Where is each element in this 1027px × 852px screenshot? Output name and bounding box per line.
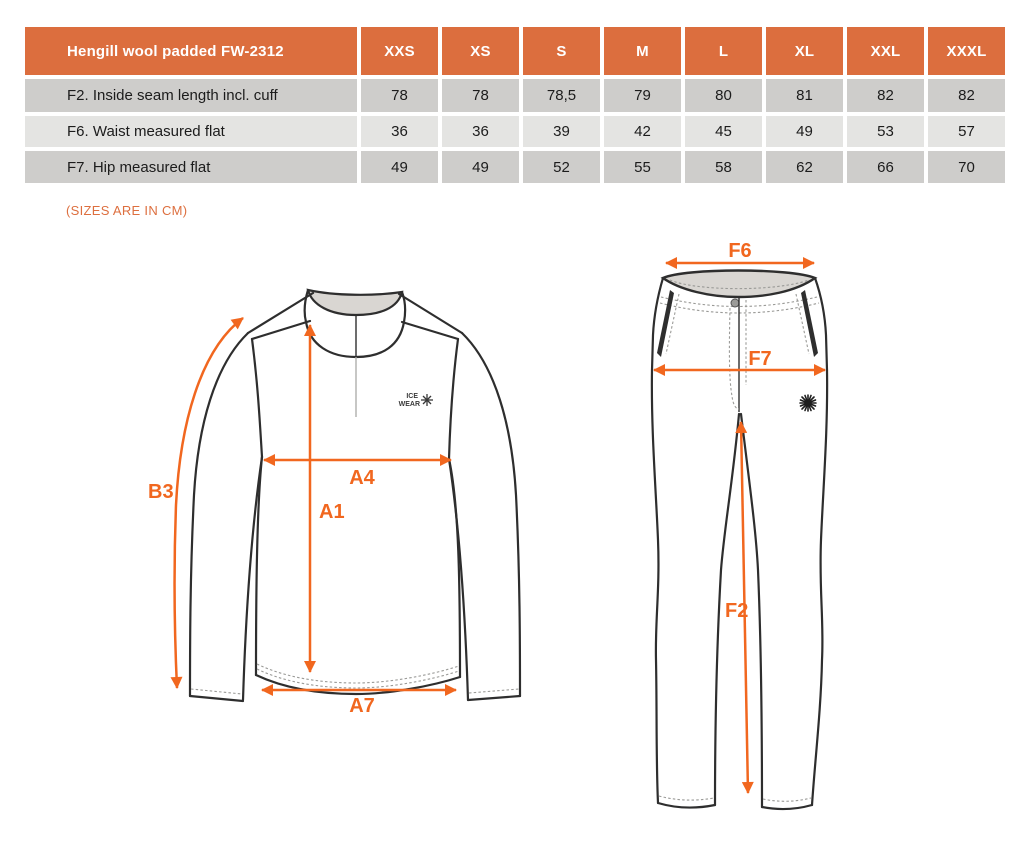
left-leg-hem-stitch [659, 796, 714, 800]
table-cell: 78,5 [523, 79, 600, 112]
sizes-unit-note: (SIZES ARE IN CM) [66, 203, 188, 218]
table-cell: 39 [523, 116, 600, 147]
left-sleeve-outer [190, 333, 248, 696]
table-cell: 82 [928, 79, 1005, 112]
size-col-xxxl: XXXL [928, 27, 1005, 75]
left-cuff-stitch [191, 689, 242, 694]
table-cell: 49 [442, 151, 519, 183]
b3-arrow [174, 318, 243, 688]
waist-left-edge [652, 278, 663, 370]
icewear-logo-wear: WEAR [398, 401, 420, 408]
table-cell: 70 [928, 151, 1005, 183]
row-f6-label: F6. Waist measured flat [25, 116, 357, 147]
table-cell: 53 [847, 116, 924, 147]
table-cell: 78 [361, 79, 438, 112]
size-table [25, 27, 1005, 183]
table-cell: 57 [928, 116, 1005, 147]
waist-button [731, 299, 739, 307]
a7-label: A7 [349, 695, 375, 717]
table-cell: 36 [361, 116, 438, 147]
size-col-m: M [604, 27, 681, 75]
f7-label: F7 [748, 348, 772, 370]
right-leg-hem [762, 805, 812, 809]
icewear-logo-ice: ICE [406, 393, 418, 400]
table-cell: 52 [523, 151, 600, 183]
size-col-xxl: XXL [847, 27, 924, 75]
fly-stitch-left [729, 308, 739, 409]
table-cell: 78 [442, 79, 519, 112]
sweater-diagram [140, 245, 570, 730]
b3-label: B3 [148, 481, 174, 503]
table-cell: 79 [604, 79, 681, 112]
right-shoulder-seam [399, 294, 462, 333]
f6-label: F6 [728, 240, 752, 262]
size-col-xl: XL [766, 27, 843, 75]
table-cell: 58 [685, 151, 762, 183]
table-cell: 80 [685, 79, 762, 112]
size-col-s: S [523, 27, 600, 75]
table-cell: 55 [604, 151, 681, 183]
sweater-collar-inside [308, 290, 402, 315]
hem-stitch-2 [257, 664, 459, 683]
row-f2-label: F2. Inside seam length incl. cuff [25, 79, 357, 112]
icewear-logo-snowflake-icon [421, 394, 433, 406]
table-cell: 49 [766, 116, 843, 147]
left-pocket [657, 290, 674, 357]
right-pocket [801, 290, 818, 357]
left-leg-hem [658, 803, 715, 808]
size-col-l: L [685, 27, 762, 75]
left-leg-outer [652, 370, 659, 803]
right-leg-outer [812, 370, 827, 805]
right-leg-hem-stitch [763, 798, 811, 801]
table-cell: 49 [361, 151, 438, 183]
pants-snowflake-icon [800, 395, 816, 411]
right-sleeve-outer [462, 333, 520, 696]
a4-label: A4 [349, 467, 375, 489]
left-shoulder-seam [248, 293, 313, 333]
left-shoulder-panel [252, 321, 310, 339]
table-cell: 81 [766, 79, 843, 112]
right-raglan-seam [449, 339, 458, 459]
table-cell: 42 [604, 116, 681, 147]
table-cell: 45 [685, 116, 762, 147]
table-cell: 36 [442, 116, 519, 147]
right-cuff-stitch [469, 689, 519, 693]
a1-label: A1 [319, 501, 345, 523]
pants-diagram [625, 240, 945, 840]
f2-label: F2 [725, 600, 749, 622]
product-title-cell: Hengill wool padded FW-2312 [25, 27, 357, 75]
left-raglan-seam [252, 339, 262, 457]
size-col-xs: XS [442, 27, 519, 75]
waist-right-edge [815, 278, 827, 370]
table-cell: 66 [847, 151, 924, 183]
table-cell: 82 [847, 79, 924, 112]
row-f7-label: F7. Hip measured flat [25, 151, 357, 183]
size-col-xxs: XXS [361, 27, 438, 75]
table-cell: 62 [766, 151, 843, 183]
right-cuff [468, 696, 520, 700]
left-cuff [190, 696, 243, 701]
